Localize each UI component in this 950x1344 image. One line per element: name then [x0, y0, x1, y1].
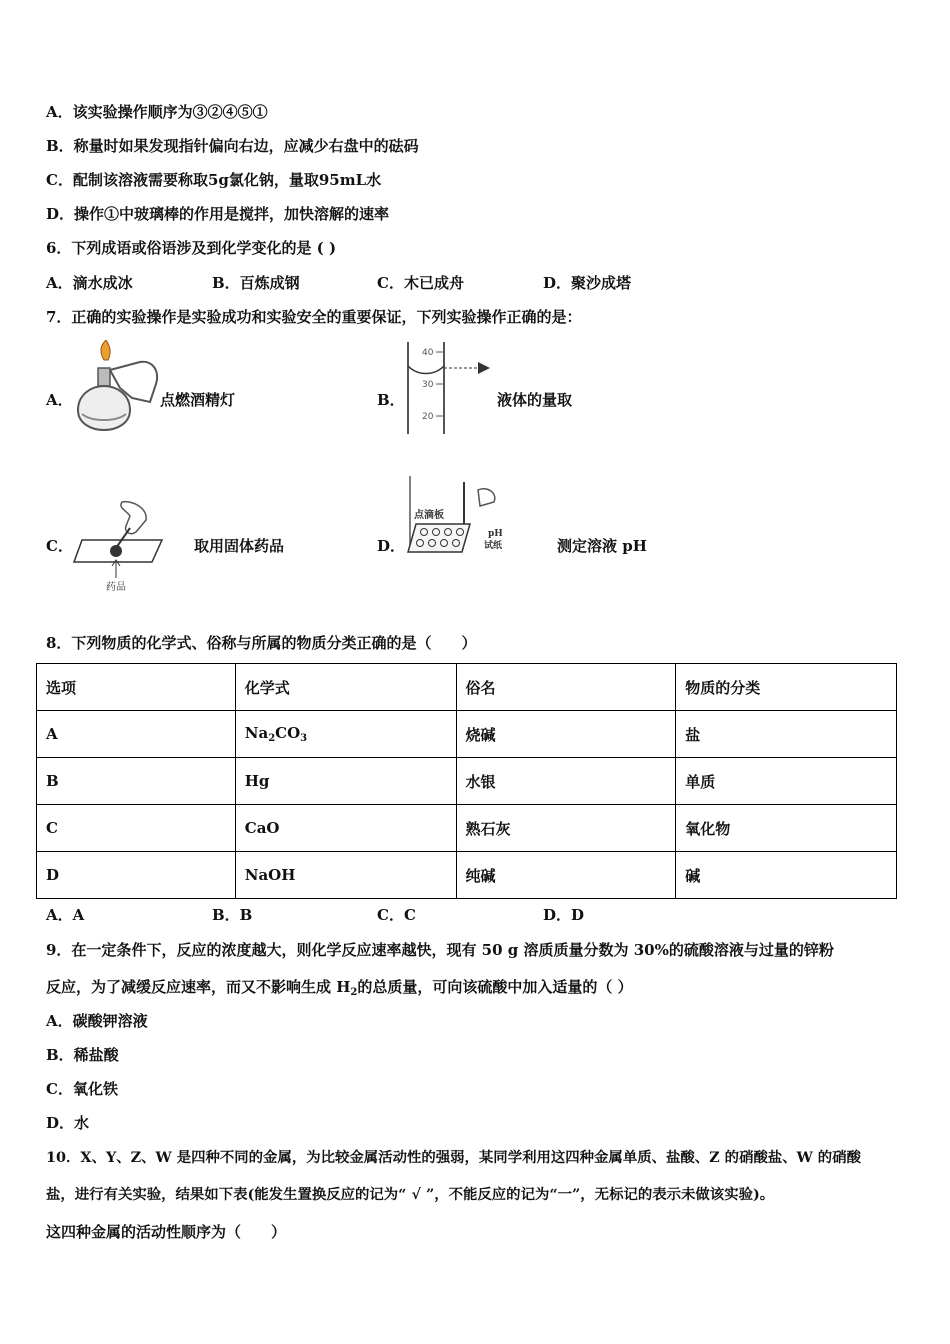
q5-option-d: D．操作①中玻璃棒的作用是搅拌，加快溶解的速率 — [46, 205, 390, 223]
table-row — [37, 805, 897, 852]
ph-paper-label: 试纸 — [484, 541, 503, 551]
hand-with-dropper — [478, 489, 495, 506]
header-formula: 化学式 — [235, 664, 456, 711]
q8-table — [36, 663, 897, 899]
q7-option-d-letter: D． — [377, 537, 406, 555]
meniscus — [408, 366, 444, 374]
q7-option-b-letter: B． — [377, 391, 405, 409]
ph-test-figure — [404, 472, 514, 556]
q9-option-d: D．水 — [46, 1114, 90, 1132]
q7-option-c-caption: 取用固体药品 — [194, 537, 285, 555]
q9-option-a: A．碳酸钾溶液 — [46, 1012, 148, 1030]
q5-option-a: A．该实验操作顺序为③②④⑤① — [46, 103, 268, 121]
header-common-name: 俗名 — [456, 664, 676, 711]
q9-stem-line2: 反应，为了减缓反应速率，而又不影响生成 $H_2$的总质量，可向该硫酸中加入适量的（ ） — [46, 978, 633, 998]
cell-classification: 盐 — [676, 711, 897, 758]
q8-option-b: B．B — [212, 906, 253, 924]
lamp-wick — [98, 368, 110, 386]
header-option: 选项 — [37, 664, 236, 711]
q6-option-b: B．百炼成钢 — [212, 274, 300, 292]
cell-classification: 单质 — [676, 758, 897, 805]
header-classification: 物质的分类 — [676, 664, 897, 711]
q7-option-c-letter: C． — [46, 537, 73, 555]
q7-stem: 7．正确的实验操作是实验成功和实验安全的重要保证，下列实验操作正确的是： — [46, 308, 582, 326]
drug-label: 药品 — [106, 582, 126, 592]
q10-stem-line3: 这四种金属的活动性顺序为（ ） — [46, 1223, 287, 1241]
q7-option-d-caption: 测定溶液 pH — [557, 537, 647, 555]
q10-stem-line1: 10．X、Y、Z、W 是四种不同的金属，为比较金属活动性的强弱，某同学利用这四种金属单质、盐酸、Z 的硝酸盐、W 的硝酸 — [46, 1149, 861, 1166]
ph-label: pH — [488, 529, 503, 539]
cell-option: C — [37, 805, 236, 852]
cell-common-name: 纯碱 — [456, 852, 676, 899]
cell-option: B — [37, 758, 236, 805]
q7-option-b-caption: 液体的量取 — [497, 391, 573, 409]
q6-option-d: D．聚沙成塔 — [543, 274, 632, 292]
table-row — [37, 852, 897, 899]
cyl-tick-30: 30 — [422, 380, 434, 390]
cell-common-name: 烧碱 — [456, 711, 676, 758]
eye-icon — [478, 362, 490, 374]
q9-option-c: C．氧化铁 — [46, 1080, 118, 1098]
q5-option-c: C．配制该溶液需要称取5g氯化钠，量取95mL水 — [46, 171, 382, 189]
cell-common-name: 水银 — [456, 758, 676, 805]
q6-stem: 6．下列成语或俗语涉及到化学变化的是 ( ) — [46, 239, 337, 257]
cell-classification: 碱 — [676, 852, 897, 899]
q9-stem-line1: 9．在一定条件下，反应的浓度越大，则化学反应速率越快，现有 50 g 溶质质量分数为 30%的硫酸溶液与过量的锌粉 — [46, 941, 834, 959]
q8-option-c: C．C — [377, 906, 416, 924]
cyl-tick-40: 40 — [422, 348, 434, 358]
lamp-body — [78, 386, 130, 430]
cell-formula: NaOH — [235, 852, 456, 899]
q10-stem-line2: 盐，进行有关实验，结果如下表(能发生置换反应的记为“ √ ”，不能反应的记为“一”，无标记的表示未做该实验)。 — [46, 1186, 775, 1203]
q7-option-a-letter: A． — [46, 391, 73, 409]
table-row — [37, 711, 897, 758]
lamp-flame — [101, 340, 110, 360]
table-header-row — [37, 664, 897, 711]
q5-option-b: B．称量时如果发现指针偏向右边，应减少右盘中的砝码 — [46, 137, 419, 155]
q7-option-a-caption: 点燃酒精灯 — [160, 391, 236, 409]
cell-common-name: 熟石灰 — [456, 805, 676, 852]
cell-formula: Hg — [235, 758, 456, 805]
cell-formula: $Na_2CO_3$ — [235, 711, 456, 758]
reagent-heap — [110, 545, 122, 557]
q8-option-d: D．D — [543, 906, 585, 924]
cell-option: A — [37, 711, 236, 758]
q8-stem: 8．下列物质的化学式、俗称与所属的物质分类正确的是（ ） — [46, 634, 477, 652]
cell-option: D — [37, 852, 236, 899]
q8-option-a: A．A — [46, 906, 85, 924]
plate-label: 点滴板 — [414, 510, 444, 521]
q6-option-a: A．滴水成冰 — [46, 274, 133, 292]
graduated-cylinder-figure — [404, 340, 500, 436]
cell-classification: 氧化物 — [676, 805, 897, 852]
solid-reagent-figure — [72, 498, 168, 592]
hand-icon — [121, 502, 146, 534]
q9-option-b: B．稀盐酸 — [46, 1046, 119, 1064]
cell-formula: CaO — [235, 805, 456, 852]
alcohol-lamp-figure — [70, 340, 162, 434]
q6-option-c: C．木已成舟 — [377, 274, 464, 292]
cyl-tick-20: 20 — [422, 412, 434, 422]
table-row — [37, 758, 897, 805]
